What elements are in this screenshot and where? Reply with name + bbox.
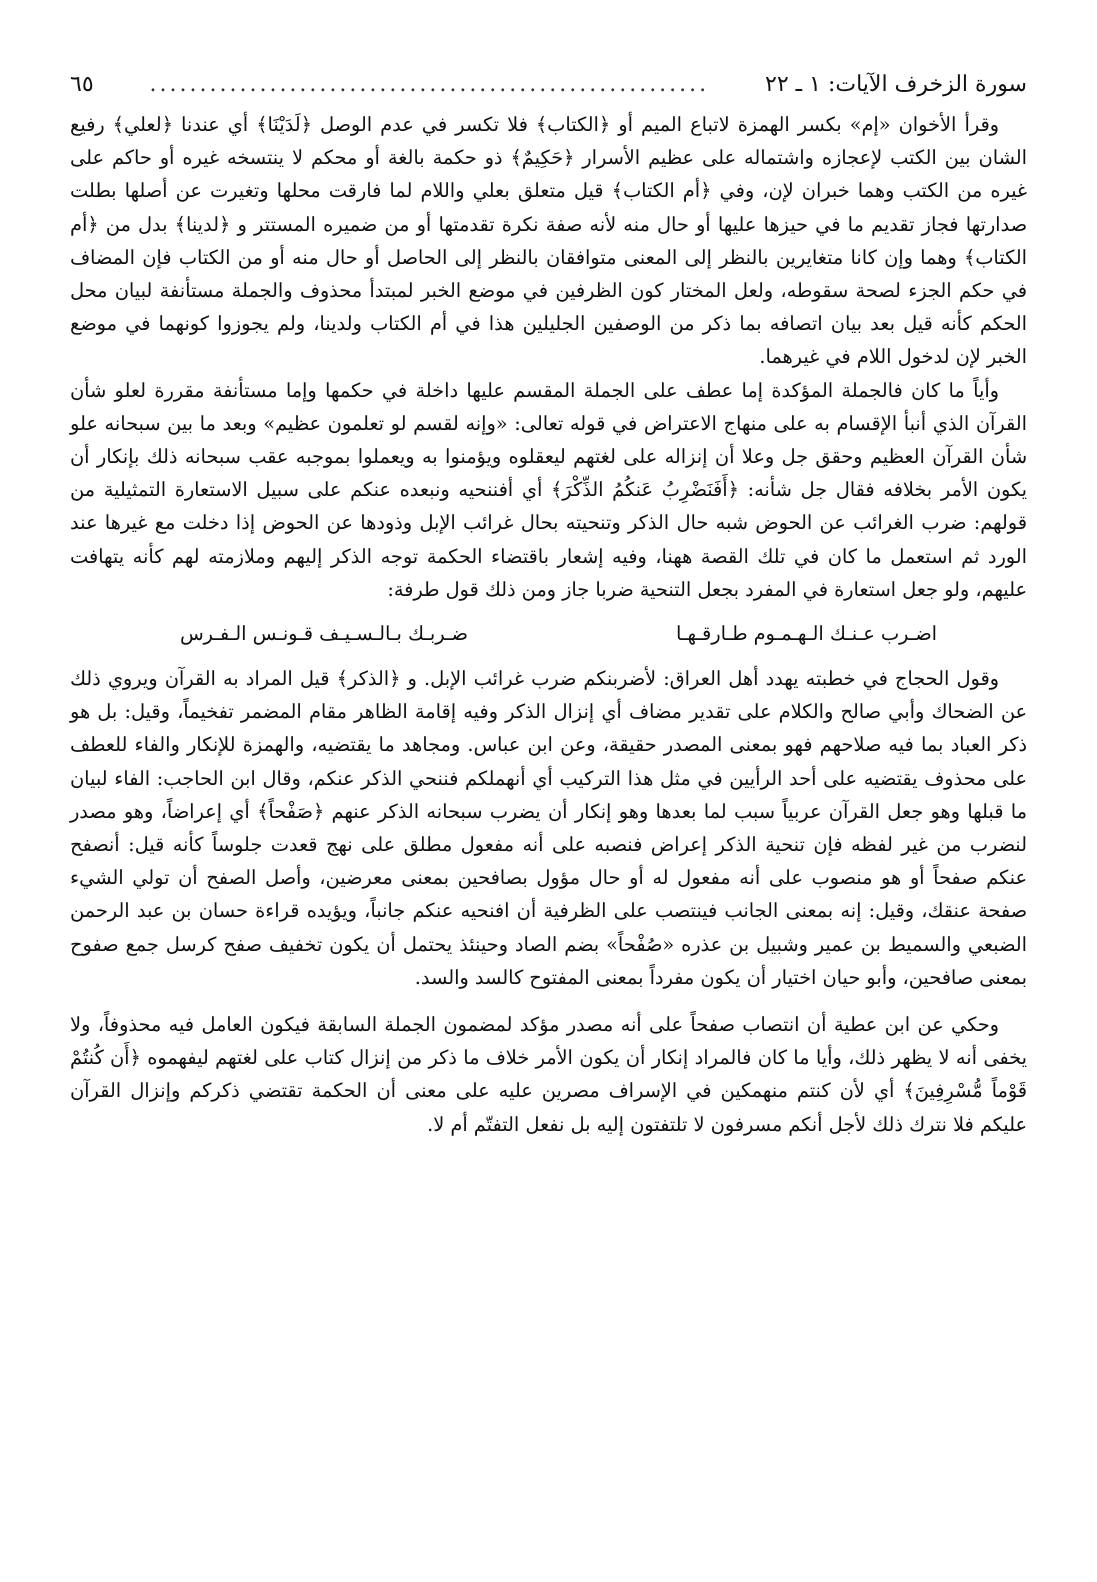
poetry-hemistich-left: ضـربـك بـالـسـيـف قـونـس الـفـرس bbox=[180, 622, 468, 646]
header-leader-dots: ........................................................ bbox=[149, 72, 710, 97]
surah-title: سورة الزخرف الآيات: ١ ـ ٢٢ bbox=[765, 72, 1027, 97]
poetry-verse bbox=[180, 614, 937, 654]
paragraph-4: وحكي عن ابن عطية أن انتصاب صفحاً على أنه مصدر مؤكد لمضمون الجملة السابقة فيكون العامل فيه محذوفاً، ولا يخفى أنه لا يظهر ذلك، وأيا ما كان فالمراد إنكار أن يكون الأمر خلاف ما ذكر من إنزال كتاب على لغتهم ليفهموه ﴿أَن كُنتُمْ قَوْماً مُّسْرِفِينَ﴾ أي لأن كنتم منهمكين في الإسراف مصرين عليه على معنى أن الحكمة تقتضي ذكركم وإنزال القرآن عليكم فلا نترك ذلك لأجل أنكم مسرفون لا تلتفتون إليه بل نفعل التفتّم أم لا. bbox=[70, 1013, 1027, 1136]
running-header bbox=[70, 68, 1027, 102]
page-number: ٦٥ bbox=[70, 72, 94, 97]
paragraph-2: وأياً ما كان فالجملة المؤكدة إما عطف على الجملة المقسم عليها داخلة في حكمها وإما مستأنفة مقررة لعلو شأن القرآن الذي أنبأ الإقسام به على منهاج الاعتراض في قوله تعالى: «وإنه لقسم لو تعلمون عظيم» وبعد ما بين سبحانه علو شأن القرآن العظيم وحقق جل وعلا أن إنزاله على لغتهم ليعقلوه ويؤمنوا به ويعملوا بموجبه عقب سبحانه ذلك بإنكار أن يكون الأمر بخلافه فقال جل شأنه: ﴿أَفَنَضْرِبُ عَنكُمُ الذِّكْرَ﴾ أي أفننحيه ونبعده عنكم على سبيل الاستعارة التمثيلية من قولهم: ضرب الغرائب عن الحوض شبه حال الذكر وتنحيته بحال غرائب الإبل وذودها عن الحوض إذا دخلت مع غيرها عند الورد ثم استعمل ما كان في تلك القصة ههنا، وفيه إشعار باقتضاء الحكمة توجه الذكر إليهم وملازمته لهم كأنه يتهافت عليهم، ولو جعل استعارة في المفرد بجعل التنحية ضربا جاز ومن ذلك قول طرفة: bbox=[70, 378, 1027, 601]
paragraph-1: وقرأ الأخوان «إم» بكسر الهمزة لاتباع الميم أو ﴿الكتاب﴾ فلا تكسر في عدم الوصل ﴿لَدَيْنَا﴾ أي عندنا ﴿لعلي﴾ رفيع الشان بين الكتب لإعجازه واشتماله على عظيم الأسرار ﴿حَكِيمٌ﴾ ذو حكمة بالغة أو محكم لا ينتسخه غيره أو حاكم على غيره من الكتب وهما خبران لإن، وفي ﴿أم الكتاب﴾ قيل متعلق بعلي واللام لما فارقت محلها وتغيرت عن أصلها بطلت صدارتها فجاز تقديم ما في حيزها عليها أو حال منه لأنه صفة نكرة تقدمتها أو من ضميره المستتر و ﴿لدينا﴾ بدل من ﴿أم الكتاب﴾ وهما وإن كانا متغايرين بالنظر إلى المعنى متوافقان بالنظر إلى الحاصل أو حال منه أو من الكتاب فإن المضاف في حكم الجزء لصحة سقوطه، ولعل المختار كون الظرفين في موضع الخبر لمبتدأ محذوف والجملة مستأنفة لبيان محل الحكم كأنه قيل بعد بيان اتصافه بما ذكر من الوصفين الجليلين هذا في أم الكتاب ولدينا، ولم يجوزوا كونهما في موضع الخبر لإن لدخول اللام في غيرهما. bbox=[70, 113, 1027, 369]
poetry-hemistich-right: اضـرب عـنـك الـهـمـوم طـارقـهـا bbox=[676, 622, 937, 646]
paragraph-3: وقول الحجاج في خطبته يهدد أهل العراق: لأضربنكم ضرب غرائب الإبل. و ﴿الذكر﴾ قيل المراد به القرآن ويروي ذلك عن الضحاك وأبي صالح والكلام على تقدير مضاف أي إنزال الذكر وفيه إقامة الظاهر مقام المضمر تفخيماً، وقيل: بل هو ذكر العباد بما فيه صلاحهم فهو بمعنى المصدر حقيقة، وعن ابن عباس. ومجاهد ما يقتضيه، والهمزة للإنكار والفاء للعطف على محذوف يقتضيه على أحد الرأيين في مثل هذا التركيب أي أنهملكم فننحي الذكر عنكم، وقال ابن الحاجب: الفاء لبيان ما قبلها وهو جعل القرآن عربياً سبب لما بعدها وهو إنكار أن يضرب سبحانه الذكر عنهم ﴿صَفْحاً﴾ أي إعراضاً، وهو مصدر لنضرب من غير لفظه فإن تنحية الذكر إعراض فنصبه على أنه مفعول مطلق على نهج قعدت جلوساً كأنه قيل: أنصفح عنكم صفحاً أو هو منصوب على أنه مفعول له أو حال مؤول بصافحين بمعنى معرضين، وأصل الصفح أن تولي الشيء صفحة عنقك، وقيل: إنه بمعنى الجانب فينتصب على الظرفية أن افنحيه عنكم جانباً، ويؤيده قراءة حسان بن عبد الرحمن الضبعي والسميط بن عمير وشبيل بن عذره «صُفْحاً» بضم الصاد وحينئذ يحتمل أن يكون تخفيف صفح كرسل جمع صفوح بمعنى صافحين، وأبو حيان اختيار أن يكون مفرداً بمعنى المفتوح كالسد والسد. bbox=[70, 667, 1027, 989]
